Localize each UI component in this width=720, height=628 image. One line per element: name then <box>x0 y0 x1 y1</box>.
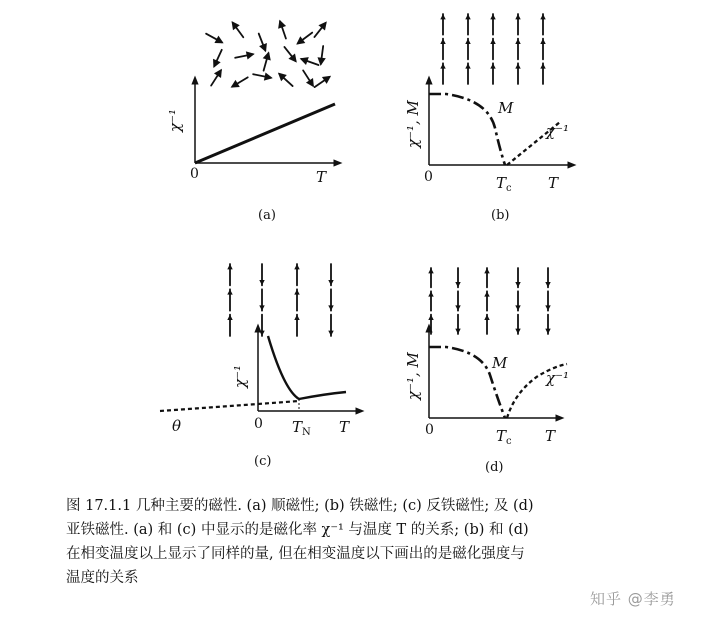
spin-arrow <box>259 305 264 310</box>
spin-arrow <box>440 39 445 44</box>
theta-label: θ <box>172 417 182 435</box>
spin-arrow <box>515 282 520 287</box>
spin-arrow <box>540 14 545 19</box>
spin-arrow <box>465 39 470 44</box>
tc-label: $T_c$ <box>496 174 512 194</box>
curve-m-label: M <box>498 99 514 117</box>
spin-arrow <box>465 63 470 68</box>
spin-arrow <box>545 305 550 310</box>
spin-arrow <box>294 264 299 269</box>
x-axis-label: T <box>548 174 559 192</box>
spin-arrow <box>545 329 550 334</box>
spin-arrow <box>515 63 520 68</box>
spin-arrow <box>428 291 433 296</box>
chi-inverse-below-tn <box>268 336 299 399</box>
spin-arrow <box>328 331 333 336</box>
spin-arrow <box>455 329 460 334</box>
spin-arrow <box>259 280 264 285</box>
spin-arrow <box>227 289 232 294</box>
panel-label: (c) <box>254 454 272 469</box>
spin-arrow <box>490 14 495 19</box>
panel-label: (d) <box>485 460 504 475</box>
spin-arrow <box>428 315 433 320</box>
spin-arrow <box>227 315 232 320</box>
panel-b <box>404 14 572 223</box>
y-axis-label: χ⁻¹ <box>231 364 249 388</box>
spin-arrow <box>490 63 495 68</box>
panel-label: (b) <box>491 208 510 223</box>
spin-arrow <box>319 58 324 64</box>
origin-label: 0 <box>190 166 199 182</box>
x-axis-label: T <box>545 427 556 445</box>
spin-arrow <box>259 331 264 336</box>
spin-arrow <box>279 21 284 27</box>
spin-arrow <box>214 60 219 66</box>
spin-arrow <box>465 14 470 19</box>
parallel-spin-arrows <box>440 14 545 84</box>
caption-line: 温度的关系 <box>66 570 139 586</box>
caption-line: 图 17.1.1 几种主要的磁性. (a) 顺磁性; (b) 铁磁性; (c) 反铁磁性; 及 (d) <box>66 498 534 514</box>
spin-arrow <box>440 14 445 19</box>
spin-arrow <box>302 58 308 63</box>
spin-arrow <box>484 268 489 273</box>
spin-arrow <box>328 305 333 310</box>
spin-arrow <box>265 74 271 79</box>
spin-arrow <box>227 264 232 269</box>
tc-label: $T_c$ <box>496 427 512 447</box>
spin-arrow <box>216 37 222 42</box>
x-axis-label: T <box>316 168 327 186</box>
x-axis-label: T <box>339 418 350 436</box>
spin-arrow <box>308 80 313 86</box>
origin-label: 0 <box>425 422 434 438</box>
spin-arrow <box>328 280 333 285</box>
spin-arrow <box>484 315 489 320</box>
tn-label: $T_N$ <box>292 418 311 438</box>
spin-arrow <box>455 282 460 287</box>
curve-chi-label: χ⁻¹ <box>546 369 570 387</box>
curie-weiss-extrapolation-2 <box>258 401 299 404</box>
curve-m-label: M <box>492 354 508 372</box>
y-axis-label: χ⁻¹, M <box>404 100 422 148</box>
caption-line: 在相变温度以上显示了同样的量, 但在相变温度以下画出的是磁化强度与 <box>66 546 525 562</box>
spin-arrow <box>540 63 545 68</box>
magnetization-curve <box>429 94 505 165</box>
spin-arrow <box>261 44 266 50</box>
spin-arrow <box>515 39 520 44</box>
spin-arrow <box>540 39 545 44</box>
spin-arrow <box>515 14 520 19</box>
spin-arrow <box>455 305 460 310</box>
spin-arrow <box>515 329 520 334</box>
spin-arrow <box>428 268 433 273</box>
panel-d <box>404 268 569 475</box>
spin-arrow <box>515 305 520 310</box>
panel-a <box>166 21 338 223</box>
spin-arrow <box>216 70 221 76</box>
curve-chi-label: χ⁻¹ <box>546 122 570 140</box>
spin-arrow <box>440 63 445 68</box>
origin-label: 0 <box>254 416 263 432</box>
panel-label: (a) <box>258 208 276 223</box>
antiparallel-spin-arrows <box>227 264 333 336</box>
panel-c <box>160 264 360 469</box>
curie-weiss-extrapolation <box>160 404 258 411</box>
spin-arrow <box>490 39 495 44</box>
y-axis-label: χ⁻¹, M <box>404 352 422 400</box>
chi-inverse-above-tn <box>299 392 346 399</box>
spin-arrow <box>247 53 253 58</box>
origin-label: 0 <box>424 169 433 185</box>
spin-arrow <box>484 291 489 296</box>
spin-arrow <box>264 53 269 59</box>
spin-arrow <box>232 82 238 87</box>
spin-arrow <box>294 315 299 320</box>
caption-line: 亚铁磁性. (a) 和 (c) 中显示的是磁化率 χ⁻¹ 与温度 T 的关系; (b) 和 (d) <box>66 522 529 538</box>
chi-inverse-line <box>195 104 335 163</box>
ferrimagnetic-spin-arrows <box>428 268 550 334</box>
random-spin-arrows <box>206 21 329 87</box>
spin-arrow <box>294 289 299 294</box>
watermark: 知乎 @李勇 <box>590 590 676 608</box>
y-axis-label: χ⁻¹ <box>166 108 184 132</box>
spin-arrow <box>545 282 550 287</box>
figure-caption <box>66 494 666 590</box>
